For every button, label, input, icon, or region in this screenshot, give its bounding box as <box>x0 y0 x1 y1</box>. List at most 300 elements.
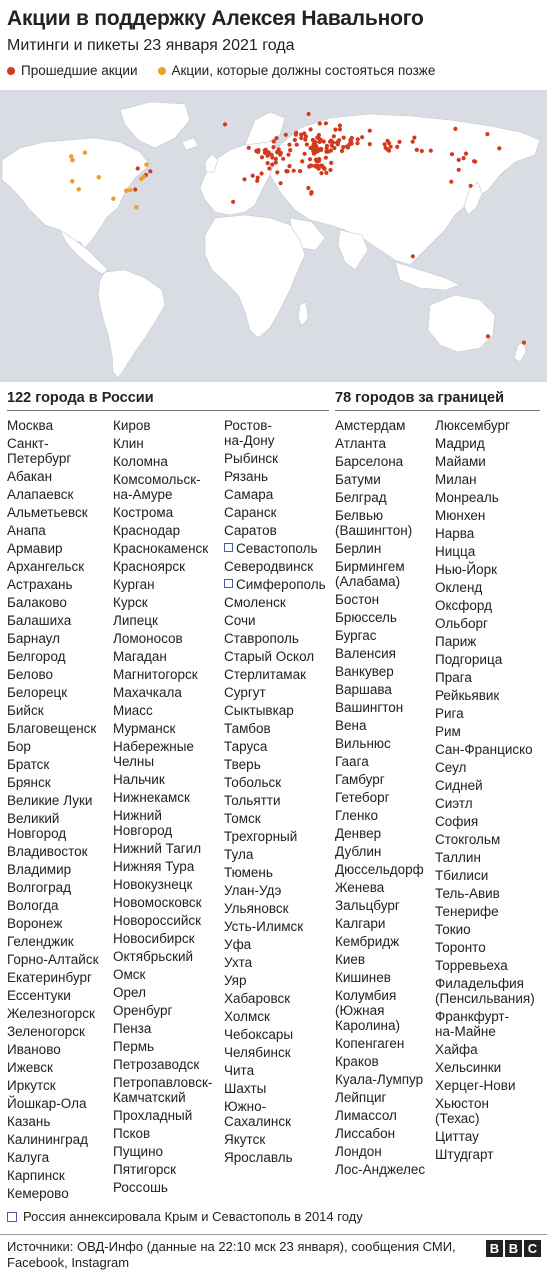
map-marker <box>457 168 461 172</box>
map-marker <box>148 169 152 173</box>
map-marker <box>242 177 246 181</box>
city-item: Белгород <box>7 649 66 664</box>
map-marker <box>387 149 391 153</box>
map-marker <box>287 143 291 147</box>
city-item: Денвер <box>335 826 382 841</box>
city-item: Севастополь <box>224 541 326 556</box>
map-marker <box>260 171 264 175</box>
city-item: Новокузнецк <box>113 877 193 892</box>
city-item: Курган <box>113 577 155 592</box>
city-item: Бор <box>7 739 31 754</box>
city-item: Барселона <box>335 454 404 469</box>
city-item: Херцег-Нови <box>435 1078 516 1093</box>
annexation-footnote <box>7 1209 363 1224</box>
map-marker <box>308 157 312 161</box>
city-item: Шахты <box>224 1081 267 1096</box>
city-item: Вашингтон <box>335 700 404 715</box>
city-item: Калуга <box>7 1150 50 1165</box>
city-item: Старый Оскол <box>224 649 315 664</box>
map-marker <box>342 136 346 140</box>
map-marker <box>292 169 296 173</box>
city-item: Бирмингем (Алабама) <box>335 559 405 589</box>
city-item: Самара <box>224 487 274 502</box>
city-item: Трехгорный <box>224 829 298 844</box>
city-item: Чита <box>224 1063 255 1078</box>
city-item: Великий Новгород <box>7 811 67 841</box>
city-item: Якутск <box>224 1132 266 1147</box>
map-marker <box>266 154 270 158</box>
abroad-header-rule <box>335 410 540 411</box>
map-marker <box>279 181 283 185</box>
map-marker <box>307 112 311 116</box>
city-item: Нижняя Тура <box>113 859 195 874</box>
city-item: Тель-Авив <box>435 886 500 901</box>
city-item: Кемерово <box>7 1186 69 1201</box>
city-item: Белорецк <box>7 685 68 700</box>
legend-dot-future <box>158 67 166 75</box>
map-marker <box>368 129 372 133</box>
city-item: Лейпциг <box>335 1090 387 1105</box>
map-marker <box>324 171 328 175</box>
map-marker <box>464 152 468 156</box>
city-item: Санкт- Петербург <box>7 436 72 466</box>
russia-city-list-3 <box>224 418 326 1168</box>
map-marker <box>319 147 323 151</box>
city-item: Тенерифе <box>435 904 499 919</box>
russia-header: 122 города в России <box>7 390 154 406</box>
city-item: Ярославль <box>224 1150 293 1165</box>
legend-label-past: Прошедшие акции <box>21 63 138 78</box>
city-item: Гамбург <box>335 772 385 787</box>
city-item: Колумбия (Южная Каролина) <box>335 988 400 1033</box>
city-item: Торонто <box>435 940 486 955</box>
bbc-logo-block-3: C <box>524 1240 541 1257</box>
chart-subtitle: Митинги и пикеты 23 января 2021 года <box>7 37 295 54</box>
map-marker <box>139 177 143 181</box>
map-marker <box>295 143 299 147</box>
map-marker <box>412 136 416 140</box>
city-item: Гленко <box>335 808 378 823</box>
city-item: Смоленск <box>224 595 286 610</box>
city-item: Вологда <box>7 898 59 913</box>
city-item: Северодвинск <box>224 559 314 574</box>
city-item: Ольборг <box>435 616 488 631</box>
map-marker <box>305 142 309 146</box>
map-marker <box>70 158 74 162</box>
city-item: Кишинев <box>335 970 391 985</box>
city-item: Рязань <box>224 469 269 484</box>
map-marker <box>485 132 489 136</box>
city-item: Йошкар-Ола <box>7 1096 87 1111</box>
city-item: Пермь <box>113 1039 155 1054</box>
city-item: Циттау <box>435 1129 479 1144</box>
city-item: Лиссабон <box>335 1126 396 1141</box>
city-item: Новосибирск <box>113 931 195 946</box>
city-item: Таллин <box>435 850 481 865</box>
city-item: Оренбург <box>113 1003 173 1018</box>
map-marker <box>255 179 259 183</box>
city-item: Рейкьявик <box>435 688 500 703</box>
chart-title: Акции в поддержку Алексея Навального <box>7 7 424 30</box>
city-item: Рим <box>435 724 461 739</box>
city-item: Усть-Илимск <box>224 919 304 934</box>
city-item: Петрозаводск <box>113 1057 200 1072</box>
city-item: Карпинск <box>7 1168 65 1183</box>
map-marker <box>309 127 313 131</box>
city-item: Краснокаменск <box>113 541 209 556</box>
city-item: Вильнюс <box>335 736 391 751</box>
city-item: Великие Луки <box>7 793 93 808</box>
city-item: Волгоград <box>7 880 72 895</box>
city-item: Белград <box>335 490 387 505</box>
city-item: Казань <box>7 1114 51 1129</box>
map-marker <box>462 156 466 160</box>
city-item: Женева <box>335 880 385 895</box>
city-item: Варшава <box>335 682 392 697</box>
map-marker <box>293 138 297 142</box>
map-marker <box>308 164 312 168</box>
map-marker <box>450 152 454 156</box>
map-marker <box>318 121 322 125</box>
map-marker <box>389 145 393 149</box>
city-item: Воронеж <box>7 916 63 931</box>
russia-header-rule <box>7 410 329 411</box>
city-item: Тюмень <box>224 865 273 880</box>
city-item: Россошь <box>113 1180 168 1195</box>
city-item: Екатеринбург <box>7 970 92 985</box>
map-marker <box>355 141 359 145</box>
city-item: Сыктывкар <box>224 703 294 718</box>
legend-item-future <box>158 63 436 78</box>
map-marker <box>133 187 137 191</box>
city-item: Батуми <box>335 472 381 487</box>
city-item: Мурманск <box>113 721 176 736</box>
map-marker <box>281 157 285 161</box>
map-marker <box>284 133 288 137</box>
map-marker <box>449 180 453 184</box>
city-item: Копенгаген <box>335 1036 405 1051</box>
city-item: Стокгольм <box>435 832 501 847</box>
map-marker <box>486 334 490 338</box>
city-item: Кострома <box>113 505 174 520</box>
city-item: Холмск <box>224 1009 270 1024</box>
map-marker <box>420 149 424 153</box>
city-item: Оксфорд <box>435 598 492 613</box>
map-marker <box>395 145 399 149</box>
city-item: Нальчик <box>113 772 165 787</box>
map-marker <box>309 190 313 194</box>
city-item: Хельсинки <box>435 1060 502 1075</box>
map-marker <box>287 164 291 168</box>
map-marker <box>317 136 321 140</box>
bbc-logo <box>486 1240 541 1257</box>
city-item: Томск <box>224 811 261 826</box>
map-marker <box>325 144 329 148</box>
city-item: Рига <box>435 706 464 721</box>
map-marker <box>453 127 457 131</box>
city-item: Сеул <box>435 760 467 775</box>
abroad-city-list-1 <box>335 418 425 1180</box>
city-item: Подгорица <box>435 652 503 667</box>
city-item: Красноярск <box>113 559 186 574</box>
city-item: София <box>435 814 479 829</box>
city-item: Штудгарт <box>435 1147 494 1162</box>
map-marker <box>356 137 360 141</box>
map-marker <box>314 150 318 154</box>
city-item: Пущино <box>113 1144 164 1159</box>
city-item: Хьюстон (Техас) <box>435 1096 489 1126</box>
city-item: Вена <box>335 718 367 733</box>
map-marker <box>411 254 415 258</box>
map-marker <box>274 157 278 161</box>
map-marker <box>385 139 389 143</box>
city-item: Белово <box>7 667 53 682</box>
city-item: Астрахань <box>7 577 73 592</box>
city-item: Новомосковск <box>113 895 202 910</box>
city-item: Улан-Удэ <box>224 883 282 898</box>
map-marker <box>303 152 307 156</box>
city-item: Орел <box>113 985 146 1000</box>
city-item: Армавир <box>7 541 63 556</box>
bbc-logo-block-1: B <box>486 1240 503 1257</box>
city-item: Иваново <box>7 1042 61 1057</box>
city-item: Миасс <box>113 703 153 718</box>
map-marker <box>279 151 283 155</box>
city-item: Тверь <box>224 757 261 772</box>
map-marker <box>144 163 148 167</box>
city-item: Тобольск <box>224 775 282 790</box>
city-item: Нижний Новгород <box>113 808 173 838</box>
city-item: Клин <box>113 436 144 451</box>
city-item: Махачкала <box>113 685 182 700</box>
map-marker <box>270 155 274 159</box>
map-marker <box>415 148 419 152</box>
city-item: Анапа <box>7 523 46 538</box>
map-marker <box>284 169 288 173</box>
map-marker <box>247 146 251 150</box>
city-item: Октябрьский <box>113 949 194 964</box>
abroad-city-list-2 <box>435 418 535 1165</box>
map-marker <box>266 161 270 165</box>
city-item: Милан <box>435 472 477 487</box>
map-marker <box>77 187 81 191</box>
city-item: Магадан <box>113 649 167 664</box>
city-item: Владимир <box>7 862 72 877</box>
map-marker <box>497 146 501 150</box>
city-item: Кембридж <box>335 934 400 949</box>
map-marker <box>303 138 307 142</box>
city-item: Нью-Йорк <box>435 562 498 577</box>
city-item: Чебоксары <box>224 1027 294 1042</box>
city-item: Абакан <box>7 469 53 484</box>
city-item: Тольятти <box>224 793 281 808</box>
footnote-text: Россия аннексировала Крым и Севастополь в 2014 году <box>23 1209 363 1224</box>
city-item: Нижнекамск <box>113 790 190 805</box>
map-marker <box>397 140 401 144</box>
city-item: Тбилиси <box>435 868 489 883</box>
city-item: Мадрид <box>435 436 485 451</box>
city-item: Филадельфия (Пенсильвания) <box>435 976 535 1006</box>
city-item: Прохладный <box>113 1108 193 1123</box>
city-item: Ухта <box>224 955 253 970</box>
city-item: Краков <box>335 1054 379 1069</box>
city-item: Ванкувер <box>335 664 394 679</box>
city-item: Ломоносов <box>113 631 183 646</box>
city-item: Пятигорск <box>113 1162 177 1177</box>
map-marker <box>272 139 276 143</box>
city-item: Франкфурт- на-Майне <box>435 1009 510 1039</box>
map-marker <box>231 200 235 204</box>
annexed-marker-icon <box>7 1212 17 1222</box>
map-marker <box>300 159 304 163</box>
city-item: Киров <box>113 418 151 433</box>
city-item: Ростов- на-Дону <box>224 418 275 448</box>
city-item: Альметьевск <box>7 505 88 520</box>
city-item: Амстердам <box>335 418 406 433</box>
city-item: Валенсия <box>335 646 396 661</box>
map-marker <box>332 134 336 138</box>
map-marker <box>134 205 138 209</box>
map-marker <box>306 186 310 190</box>
city-item: Таруса <box>224 739 268 754</box>
city-item: Рыбинск <box>224 451 279 466</box>
city-item: Саранск <box>224 505 277 520</box>
city-item: Новороссийск <box>113 913 202 928</box>
city-item: Липецк <box>113 613 158 628</box>
map-marker <box>522 341 526 345</box>
city-item: Сургут <box>224 685 266 700</box>
city-item: Тамбов <box>224 721 271 736</box>
city-item: Архангельск <box>7 559 85 574</box>
map-marker <box>360 135 364 139</box>
city-item: Саратов <box>224 523 277 538</box>
city-item: Белвью (Вашингтон) <box>335 508 413 538</box>
city-item: Братск <box>7 757 50 772</box>
city-item: Мюнхен <box>435 508 486 523</box>
legend-dot-past <box>7 67 15 75</box>
city-item: Окленд <box>435 580 483 595</box>
city-item: Пенза <box>113 1021 152 1036</box>
city-item: Киев <box>335 952 366 967</box>
map-marker <box>294 131 298 135</box>
map-marker <box>274 136 278 140</box>
map-marker <box>335 141 339 145</box>
city-item: Геленджик <box>7 934 74 949</box>
city-item: Симферополь <box>224 577 326 592</box>
bbc-logo-block-2: B <box>505 1240 522 1257</box>
city-item: Балаково <box>7 595 67 610</box>
city-item: Берлин <box>335 541 382 556</box>
city-item: Сиэтл <box>435 796 473 811</box>
russia-city-list-2 <box>113 418 212 1198</box>
city-item: Гаага <box>335 754 369 769</box>
city-item: Комсомольск- на-Амуре <box>113 472 201 502</box>
city-item: Уяр <box>224 973 247 988</box>
city-item: Уфа <box>224 937 252 952</box>
city-item: Южно- Сахалинск <box>224 1099 292 1129</box>
city-item: Калгари <box>335 916 386 931</box>
map-marker <box>341 145 345 149</box>
map-marker <box>457 158 461 162</box>
city-item: Благовещенск <box>7 721 97 736</box>
map-marker <box>324 121 328 125</box>
russia-city-list-1 <box>7 418 99 1204</box>
city-item: Майами <box>435 454 486 469</box>
city-item: Брюссель <box>335 610 397 625</box>
city-item: Париж <box>435 634 477 649</box>
map-marker <box>322 139 326 143</box>
city-item: Зальцбург <box>335 898 400 913</box>
city-item: Атланта <box>335 436 386 451</box>
city-item: Ульяновск <box>224 901 289 916</box>
map-marker <box>383 142 387 146</box>
map-marker <box>368 142 372 146</box>
city-item: Горно-Алтайск <box>7 952 99 967</box>
city-item: Магнитогорск <box>113 667 198 682</box>
map-marker <box>260 155 264 159</box>
map-marker <box>330 144 334 148</box>
map-marker <box>271 145 275 149</box>
city-item: Брянск <box>7 775 51 790</box>
map-marker <box>340 149 344 153</box>
map-marker <box>288 148 292 152</box>
map-marker <box>473 160 477 164</box>
map-marker <box>254 149 258 153</box>
map-marker <box>97 175 101 179</box>
city-item: Владивосток <box>7 844 88 859</box>
city-item: Гетеборг <box>335 790 390 805</box>
city-item: Куала-Лумпур <box>335 1072 424 1087</box>
map-marker <box>317 167 321 171</box>
city-item: Сочи <box>224 613 256 628</box>
city-item: Челябинск <box>224 1045 291 1060</box>
map-marker <box>333 128 337 132</box>
city-item: Люксембург <box>435 418 510 433</box>
map-marker <box>328 140 332 144</box>
sources-text: Источники: ОВД-Инфо (данные на 22:10 мск 23 января), сообщения СМИ, Facebook, Instagram <box>7 1239 456 1270</box>
map-marker <box>350 142 354 146</box>
city-item: Алапаевск <box>7 487 74 502</box>
city-item: Барнаул <box>7 631 61 646</box>
city-item: Сидней <box>435 778 483 793</box>
map-marker <box>313 144 317 148</box>
city-item: Хайфа <box>435 1042 478 1057</box>
city-item: Лондон <box>335 1144 382 1159</box>
map-marker <box>338 127 342 131</box>
sources-divider <box>0 1234 547 1235</box>
legend-label-future: Акции, которые должны состояться позже <box>171 63 436 78</box>
city-item: Лимассол <box>335 1108 397 1123</box>
city-item: Зеленогорск <box>7 1024 85 1039</box>
map-marker <box>299 133 303 137</box>
city-item: Торревьеха <box>435 958 508 973</box>
map-marker <box>111 197 115 201</box>
map-marker <box>326 150 330 154</box>
map-marker <box>124 189 128 193</box>
map-marker <box>315 159 319 163</box>
map-marker <box>128 188 132 192</box>
map-marker <box>270 163 274 167</box>
city-item: Балашиха <box>7 613 72 628</box>
city-item: Стерлитамак <box>224 667 306 682</box>
city-item: Бостон <box>335 592 380 607</box>
city-item: Прага <box>435 670 472 685</box>
city-item: Железногорск <box>7 1006 95 1021</box>
map-marker <box>319 171 323 175</box>
city-item: Сан-Франциско <box>435 742 533 757</box>
map-marker <box>263 148 267 152</box>
city-item: Калининград <box>7 1132 89 1147</box>
